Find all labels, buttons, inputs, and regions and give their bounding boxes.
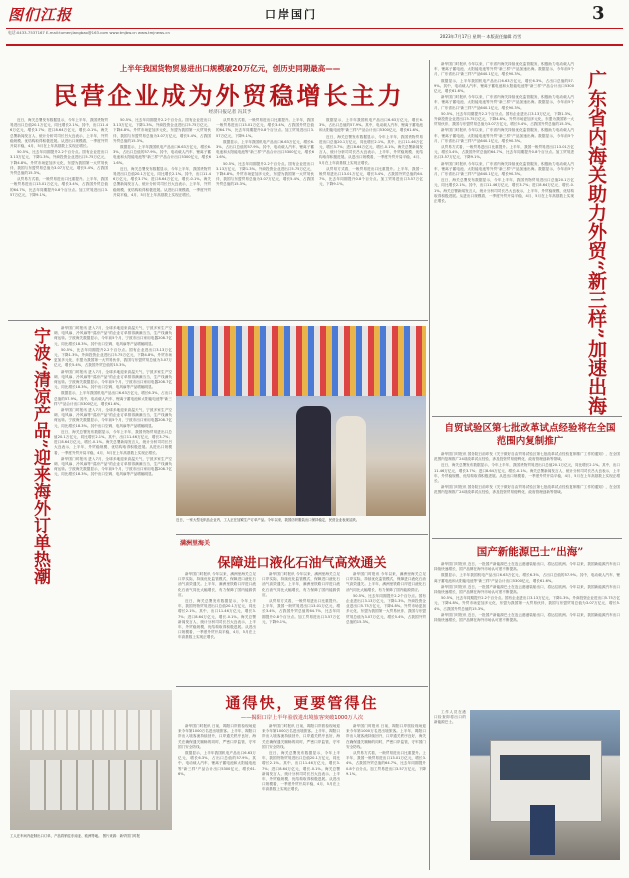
customs-col-3 — [346, 724, 426, 864]
guangdong-paragraph: 50.5%，比去年同期提升2.2个百分点。国有企业进出口3.13万亿元，下降1.3%。外商投资企业进出口5.75万亿元，下降4.8%。外贸市场更加多元化，东盟为我国第一大贸易伙伴，我国与东盟贸易总值为3.07万亿元，增长5.4%，占我国外贸总值的15.3%。 — [434, 111, 574, 127]
guangdong-paragraph: 新华国门时报讯 今年以来，广东省内海关持续优化监管服务，积极助力电动载人汽车、锂离子蓄电池、太阳能电池等外贸"新三样"产品加速出海。数据显示，今年前5个月，广东省出口"新三样"产品640.1亿元，增长90.3%。 — [434, 62, 574, 77]
customs-paragraph: 新华国门时报讯 日前，揭阳口岸旅检现场迎来今年第1000万名进出境旅客。上半年，揭阳口岸出入境客流持续回升，口岸通关秩序良好，海关在确保通关顺畅的同时，严密口岸监管，守牢国门安全防线。 — [262, 724, 340, 749]
lead-paragraph: 近日，海关总署发布数据显示，今年上半年，我国货物贸易进出口总值20.1万亿元，同比增长2.1%。其中，出口11.46万亿元，增长3.7%；进口8.64万亿元，增长-0.1%。海关总署新闻发言人、统计分析司司长吕大良表示，上半年，外贸稳规模、优结构取得积极进展。从进出口规模看，一季度外贸开局平稳，4月、5月在上年高基数上实现正增长。 — [319, 134, 423, 165]
lead-paragraph: 50.5%，比去年同期提升2.2个百分点。国有企业进出口3.13万亿元，下降1.3%。外商投资企业进出口5.75万亿元，下降4.8%。外贸市场更加多元化，东盟为我国第一大贸易伙伴，我国与东盟贸易总值为3.07万亿元，增长5.4%，占我国外贸总值的15.3%。 — [10, 150, 108, 176]
nev-paragraph: 50.5%，比去年同期提升2.2个百分点。国有企业进出口3.13万亿元，下降1.3%。外商投资企业进出口5.75万亿元，下降4.8%。外贸市场更加多元化，东盟为我国第一大贸易伙伴，我国与东盟贸易总值为3.07万亿元，增长5.4%，占我国外贸总值的15.3%。 — [434, 596, 620, 611]
ningbo-factory-photo — [10, 690, 172, 830]
lead-paragraph: 从贸易方式看，一般贸易进出口比重提升。上半年，我国一般贸易进出口13.01万亿元，增长3.4%，占我国外贸总值的64.7%，比去年同期提升0.8个百分点。加工贸易进出口3.57万亿元，下降9.1%。 — [10, 177, 108, 197]
customs-paragraph: 近日，海关总署发布数据显示，今年上半年，我国货物贸易进出口总值20.1万亿元，同比增长2.1%。其中，出口11.46万亿元，增长3.7%；进口8.64万亿元，增长-0.1%。海关总署新闻发言人、统计分析司司长吕大良表示，上半年，外贸稳规模、优结构取得积极进展。从进出口规模看，一季度外贸开局平稳，4月、5月在上年高基数上实现正增长。 — [262, 751, 340, 792]
ftz-body — [434, 452, 620, 532]
lead-paragraph: 50.5%，比去年同期提升2.2个百分点。国有企业进出口3.13万亿元，下降1.3%。外商投资企业进出口5.75万亿元，下降4.8%。外贸市场更加多元化，东盟为我国第一大贸易伙伴，我国与东盟贸易总值为3.07万亿元，增长5.4%，占我国外贸总值的15.3%。 — [216, 161, 314, 187]
column-divider — [429, 60, 430, 870]
lead-paragraph: 50.5%，比去年同期提升2.2个百分点。国有企业进出口3.13万亿元，下降1.3%。外商投资企业进出口5.75万亿元，下降4.8%。外贸市场更加多元化，东盟为我国第一大贸易伙伴，我国与东盟贸易总值为3.07万亿元，增长5.4%，占我国外贸总值的15.3%。 — [113, 118, 211, 143]
customs-col-2 — [262, 724, 340, 864]
worker-figure — [530, 805, 555, 855]
page-number: 3 — [592, 3, 605, 24]
nev-photo-caption — [434, 710, 466, 860]
guangdong-body — [434, 62, 574, 410]
lead-headline: 民营企业成为外贸稳增长主力 — [53, 81, 405, 110]
guangdong-paragraph: 从贸易方式看，一般贸易进出口比重提升。上半年，我国一般贸易进出口13.01万亿元，增长3.4%，占我国外贸总值的64.7%，比去年同期提升0.8个百分点。加工贸易进出口3.57万亿元，下降9.1%。 — [434, 145, 574, 160]
customs-col-1 — [178, 724, 256, 864]
manzhouli-kicker: 满洲里海关 — [180, 540, 211, 547]
lead-column-3 — [216, 118, 314, 318]
customs-subhead: ——揭阳口岸上半年验放进出境旅客突破1000万人次 — [240, 715, 364, 721]
header-rule-bottom — [6, 44, 623, 46]
lead-paragraph: 从贸易方式看，一般贸易进出口比重提升。上半年，我国一般贸易进出口13.01万亿元，增长3.4%，占我国外贸总值的64.7%，比去年同期提升0.8个百分点。加工贸易进出口3.57万亿元，下降9.1%。 — [216, 118, 314, 138]
manzhouli-col-3 — [346, 572, 426, 682]
lead-column-1 — [10, 118, 108, 318]
ftz-paragraph: 新华国门时报讯 国务院日前印发《关于做好自由贸易试验区第七批改革试点经验复制推广工作的通知》，在全国范围内复制推广24项改革试点经验，涉及投资贸易便利化、政府管理创新等领域。 — [434, 485, 620, 495]
section-divider — [432, 538, 622, 539]
lead-paragraph: 数据显示，上半年我国机电产品出口6.63万亿元，增长6.3%，占出口总值的57.9%。其中，电动载人汽车、锂离子蓄电池和太阳能电池等"新三样"产品合计出口5300亿元，增长61.6%。 — [216, 139, 314, 160]
customs-headline: 通得快，更要管得住 — [225, 694, 379, 712]
lead-paragraph: 近日，海关总署发布数据显示，今年上半年，我国货物贸易进出口总值20.1万亿元，同比增长2.1%。其中，出口11.46万亿元，增长3.7%；进口8.64万亿元，增长-0.1%。海关总署新闻发言人、统计分析司司长吕大良表示，上半年，外贸稳规模、优结构取得积极进展。从进出口规模看，一季度外贸开局平稳，4月、5月在上年高基数上实现正增长。 — [113, 166, 211, 197]
nev-body — [434, 562, 620, 704]
nev-bus-photo — [470, 710, 620, 860]
guangdong-paragraph: 近日，海关总署发布数据显示，今年上半年，我国货物贸易进出口总值20.1万亿元，同比增长2.1%。其中，出口11.46万亿元，增长3.7%；进口8.64万亿元，增长-0.1%。海关总署新闻发言人、统计分析司司长吕大良表示，上半年，外贸稳规模、优结构取得积极进展。从进出口规模看，一季度外贸开局平稳，4月、5月在上年高基数上实现正增长。 — [434, 178, 574, 204]
product-rows — [30, 760, 160, 810]
manzhouli-paragraph: 50.5%，比去年同期提升2.2个百分点。国有企业进出口3.13万亿元，下降1.3%。外商投资企业进出口5.75万亿元，下降4.8%。外贸市场更加多元化，东盟为我国第一大贸易伙伴，我国与东盟贸易总值为3.07万亿元，增长5.4%，占我国外贸总值的15.3%。 — [346, 593, 426, 624]
bottom-photo-caption: 工人在车间内赶制出口订单，产品将销往东南亚、欧洲等地。 图片来源：新华国门时报 — [10, 834, 140, 838]
manzhouli-paragraph: 近日，海关总署发布数据显示，今年上半年，我国货物贸易进出口总值20.1万亿元，同比增长2.1%。其中，出口11.46万亿元，增长3.7%；进口8.64万亿元，增长-0.1%。海关总署新闻发言人、统计分析司司长吕大良表示，上半年，外贸稳规模、优结构取得积极进展。从进出口规模看，一季度外贸开局平稳，4月、5月在上年高基数上实现正增长。 — [178, 599, 256, 640]
manzhouli-paragraph: 新华国门时报讯 今年以来，满洲里海关立足口岸实际，持续优化监管模式，保障进口液化石油气高效通关。上半年，满洲里铁路口岸进口液化石油气同比大幅增长，有力保障了国内能源供应。 — [346, 572, 426, 592]
ftz-paragraph: 新华国门时报讯 国务院日前印发《关于做好自由贸易试验区第七批改革试点经验复制推广工作的通知》，在全国范围内复制推广24项改革试点经验，涉及投资贸易便利化、政府管理创新等领域。 — [434, 452, 620, 462]
worker-figure — [296, 406, 331, 516]
lead-byline: 经济日报记者 冯其予 — [208, 110, 252, 115]
manzhouli-col-2 — [262, 572, 340, 682]
guangdong-paragraph: 新华国门时报讯 今年以来，广东省内海关持续优化监管服务，积极助力电动载人汽车、锂离子蓄电池、太阳能电池等外贸"新三样"产品加速出海。数据显示，今年前5个月，广东省出口"新三样"产品640.1亿元，增长90.3%。 — [434, 161, 574, 177]
product-shelves — [20, 710, 160, 750]
customs-paragraph: 数据显示，上半年我国机电产品出口6.63万亿元，增长6.3%，占出口总值的57.9%。其中，电动载人汽车、锂离子蓄电池和太阳能电池等"新三样"产品合计出口5300亿元，增长61.6%。 — [178, 751, 256, 776]
newspaper-logo: 图们江报 — [8, 6, 73, 24]
lead-paragraph: 从贸易方式看，一般贸易进出口比重提升。上半年，我国一般贸易进出口13.01万亿元，增长3.4%，占我国外贸总值的64.7%，比去年同期提升0.8个百分点。加工贸易进出口3.57万亿元，下降9.1%。 — [319, 166, 423, 187]
nev-caption-text: 工作人员在港口检查即将出口的新能源巴士。 — [434, 710, 466, 725]
date-line: 2023年7月17日 星期一 本版责任编辑 肖雪 — [440, 34, 522, 39]
nev-paragraph: 新华国门时报讯 近日，一批国产新能源巴士在连云港港装船出口，将运往欧洲。今年以来，我国新能源汽车出口持续快速增长，国产品牌在海外市场认可度不断提高。 — [434, 562, 620, 572]
guangdong-paragraph: 新华国门时报讯 今年以来，广东省内海关持续优化监管服务，积极助力电动载人汽车、锂离子蓄电池、太阳能电池等外贸"新三样"产品加速出海。数据显示，今年前5个月，广东省出口"新三样"产品640.1亿元，增长90.3%。 — [434, 95, 574, 110]
ningbo-paragraph: 新华国门时报讯 进入7月，全球多地迎来高温天气，宁波多家生产空调、电风扇、冷风扇等"清凉产品"的企业订单排得满满当当，生产线满负荷运转。宁波海关数据显示，今年前5个月，宁波市出口家用电器208.7亿元，同比增长18.3%。其中出口空调、电风扇等产品增幅明显。 — [54, 456, 172, 477]
customs-paragraph: 新华国门时报讯 日前，揭阳口岸旅检现场迎来今年第1000万名进出境旅客。上半年，揭阳口岸出入境客流持续回升，口岸通关秩序良好，海关在确保通关顺畅的同时，严密口岸监管，守牢国门安全防线。 — [178, 724, 256, 749]
fabric-rolls — [176, 326, 426, 396]
ningbo-paragraph: 近日，海关总署发布数据显示，今年上半年，我国货物贸易进出口总值20.1万亿元，同比增长2.1%。其中，出口11.46万亿元，增长3.7%；进口8.64万亿元，增长-0.1%。海关总署新闻发言人、统计分析司司长吕大良表示，上半年，外贸稳规模、优结构取得积极进展。从进出口规模看，一季度外贸开局平稳，4月、5月在上年高基数上实现正增长。 — [54, 429, 172, 455]
section-divider — [176, 534, 428, 535]
lead-paragraph: 近日，海关总署发布数据显示，今年上半年，我国货物贸易进出口总值20.1万亿元，同比增长2.1%。其中，出口11.46万亿元，增长3.7%；进口8.64万亿元，增长-0.1%。海关总署新闻发言人、统计分析司司长吕大良表示，上半年，外贸稳规模、优结构取得积极进展。从进出口规模看，一季度外贸开局平稳，4月、5月在上年高基数上实现正增长。 — [10, 118, 108, 149]
textile-photo-caption: 近日，一家大型毛织品企业内，工人正在加紧生产订单产品。今年以来，我国纺织服装出口保持稳定，民营企业表现活跃。 — [176, 518, 360, 522]
manzhouli-col-1 — [178, 572, 256, 682]
lead-column-4 — [319, 118, 423, 318]
ftz-headline: 自贸试验区第七批改革试点经验将在全国范围内复制推广 — [444, 423, 616, 447]
manzhouli-paragraph: 新华国门时报讯 今年以来，满洲里海关立足口岸实际，持续优化监管模式，保障进口液化石油气高效通关。上半年，满洲里铁路口岸进口液化石油气同比大幅增长，有力保障了国内能源供应。 — [262, 572, 340, 597]
manzhouli-headline: 保障进口液化石油气高效通关 — [217, 556, 387, 571]
header-rule — [6, 28, 623, 29]
section-title: 口岸国门 — [265, 8, 317, 21]
ningbo-headline: 宁波“清凉产品”迎来海外订单热潮 — [30, 327, 50, 585]
ftz-paragraph: 近日，海关总署发布数据显示，今年上半年，我国货物贸易进出口总值20.1万亿元，同比增长2.1%。其中，出口11.46万亿元，增长3.7%；进口8.64万亿元，增长-0.1%。海关总署新闻发言人、统计分析司司长吕大良表示，上半年，外贸稳规模、优结构取得积极进展。从进出口规模看，一季度外贸开局平稳，4月、5月在上年高基数上实现正增长。 — [434, 463, 620, 484]
ningbo-paragraph: 新华国门时报讯 进入7月，全球多地迎来高温天气，宁波多家生产空调、电风扇、冷风扇等"清凉产品"的企业订单排得满满当当，生产线满负荷运转。宁波海关数据显示，今年前5个月，宁波市出口家用电器208.7亿元，同比增长18.3%。其中出口空调、电风扇等产品增幅明显。 — [54, 408, 172, 428]
ningbo-paragraph: 新华国门时报讯 进入7月，全球多地迎来高温天气，宁波多家生产空调、电风扇、冷风扇等"清凉产品"的企业订单排得满满当当，生产线满负荷运转。宁波海关数据显示，今年前5个月，宁波市出口家用电器208.7亿元，同比增长18.3%。其中出口空调、电风扇等产品增幅明显。 — [54, 326, 172, 346]
nev-paragraph: 数据显示，上半年我国机电产品出口6.63万亿元，增长6.3%，占出口总值的57.9%。其中，电动载人汽车、锂离子蓄电池和太阳能电池等"新三样"产品合计出口5300亿元，增长61.6%。 — [434, 573, 620, 583]
guangdong-headline: 广东省内海关助力外贸“新三样”加速出海 — [585, 70, 607, 415]
worker-figure — [336, 416, 366, 516]
section-divider — [432, 416, 622, 417]
textile-factory-photo — [176, 326, 426, 516]
lead-column-2 — [113, 118, 211, 318]
section-divider — [176, 686, 428, 687]
lead-paragraph: 数据显示，上半年我国机电产品出口6.63万亿元，增长6.3%，占出口总值的57.9%。其中，电动载人汽车、锂离子蓄电池和太阳能电池等"新三样"产品合计出口5300亿元，增长61.6%。 — [319, 118, 423, 133]
guangdong-paragraph: 新华国门时报讯 今年以来，广东省内海关持续优化监管服务，积极助力电动载人汽车、锂离子蓄电池、太阳能电池等外贸"新三样"产品加速出海。数据显示，今年前5个月，广东省出口"新三样"产品640.1亿元，增长90.3%。 — [434, 128, 574, 143]
nev-headline: 国产新能源巴士“出海” — [476, 546, 584, 558]
ningbo-paragraph: 新华国门时报讯 进入7月，全球多地迎来高温天气，宁波多家生产空调、电风扇、冷风扇等"清凉产品"的企业订单排得满满当当，生产线满负荷运转。宁波海关数据显示，今年前5个月，宁波市出口家用电器208.7亿元，同比增长18.3%。其中出口空调、电风扇等产品增幅明显。 — [54, 369, 172, 390]
ningbo-paragraph: 50.5%，比去年同期提升2.2个百分点。国有企业进出口3.13万亿元，下降1.3%。外商投资企业进出口5.75万亿元，下降4.8%。外贸市场更加多元化，东盟为我国第一大贸易伙伴，我国与东盟贸易总值为3.07万亿元，增长5.4%，占我国外贸总值的15.3%。 — [54, 347, 172, 368]
lead-paragraph: 数据显示，上半年我国机电产品出口6.63万亿元，增长6.3%，占出口总值的57.9%。其中，电动载人汽车、锂离子蓄电池和太阳能电池等"新三样"产品合计出口5300亿元，增长61.6%。 — [113, 145, 211, 165]
contact-info-line: 电话:0433-7537167 E-mail:tumenjiangbao@163.com www.tmjbw.cn www.tmjnews.cn — [8, 30, 170, 35]
lead-kicker: 上半年我国货物贸易进出口规模破20万亿元，创历史同期最高—— — [119, 64, 341, 73]
bus-windshield — [500, 755, 590, 780]
ningbo-body — [54, 326, 172, 686]
section-divider — [8, 320, 428, 321]
nev-paragraph: 新华国门时报讯 近日，一批国产新能源巴士在连云港港装船出口，将运往欧洲。今年以来，我国新能源汽车出口持续快速增长，国产品牌在海外市场认可度不断提高。 — [434, 612, 620, 623]
customs-paragraph: 新华国门时报讯 日前，揭阳口岸旅检现场迎来今年第1000万名进出境旅客。上半年，揭阳口岸出入境客流持续回升，口岸通关秩序良好，海关在确保通关顺畅的同时，严密口岸监管，守牢国门安全防线。 — [346, 724, 426, 749]
manzhouli-paragraph: 从贸易方式看，一般贸易进出口比重提升。上半年，我国一般贸易进出口13.01万亿元，增长3.4%，占我国外贸总值的64.7%，比去年同期提升0.8个百分点。加工贸易进出口3.57万亿元，下降9.1%。 — [262, 599, 340, 624]
guangdong-paragraph: 数据显示，上半年我国机电产品出口6.63万亿元，增长6.3%，占出口总值的57.9%。其中，电动载人汽车、锂离子蓄电池和太阳能电池等"新三样"产品合计出口5300亿元，增长61.6%。 — [434, 78, 574, 94]
ningbo-paragraph: 数据显示，上半年我国机电产品出口6.63万亿元，增长6.3%，占出口总值的57.9%。其中，电动载人汽车、锂离子蓄电池和太阳能电池等"新三样"产品合计出口5300亿元，增长61.6%。 — [54, 391, 172, 406]
manzhouli-paragraph: 新华国门时报讯 今年以来，满洲里海关立足口岸实际，持续优化监管模式，保障进口液化石油气高效通关。上半年，满洲里铁路口岸进口液化石油气同比大幅增长，有力保障了国内能源供应。 — [178, 572, 256, 597]
nev-paragraph: 新华国门时报讯 近日，一批国产新能源巴士在连云港港装船出口，将运往欧洲。今年以来，我国新能源汽车出口持续快速增长，国产品牌在海外市场认可度不断提高。 — [434, 584, 620, 595]
customs-paragraph: 从贸易方式看，一般贸易进出口比重提升。上半年，我国一般贸易进出口13.01万亿元，增长3.4%，占我国外贸总值的64.7%，比去年同期提升0.8个百分点。加工贸易进出口3.57万亿元，下降9.1%。 — [346, 751, 426, 776]
